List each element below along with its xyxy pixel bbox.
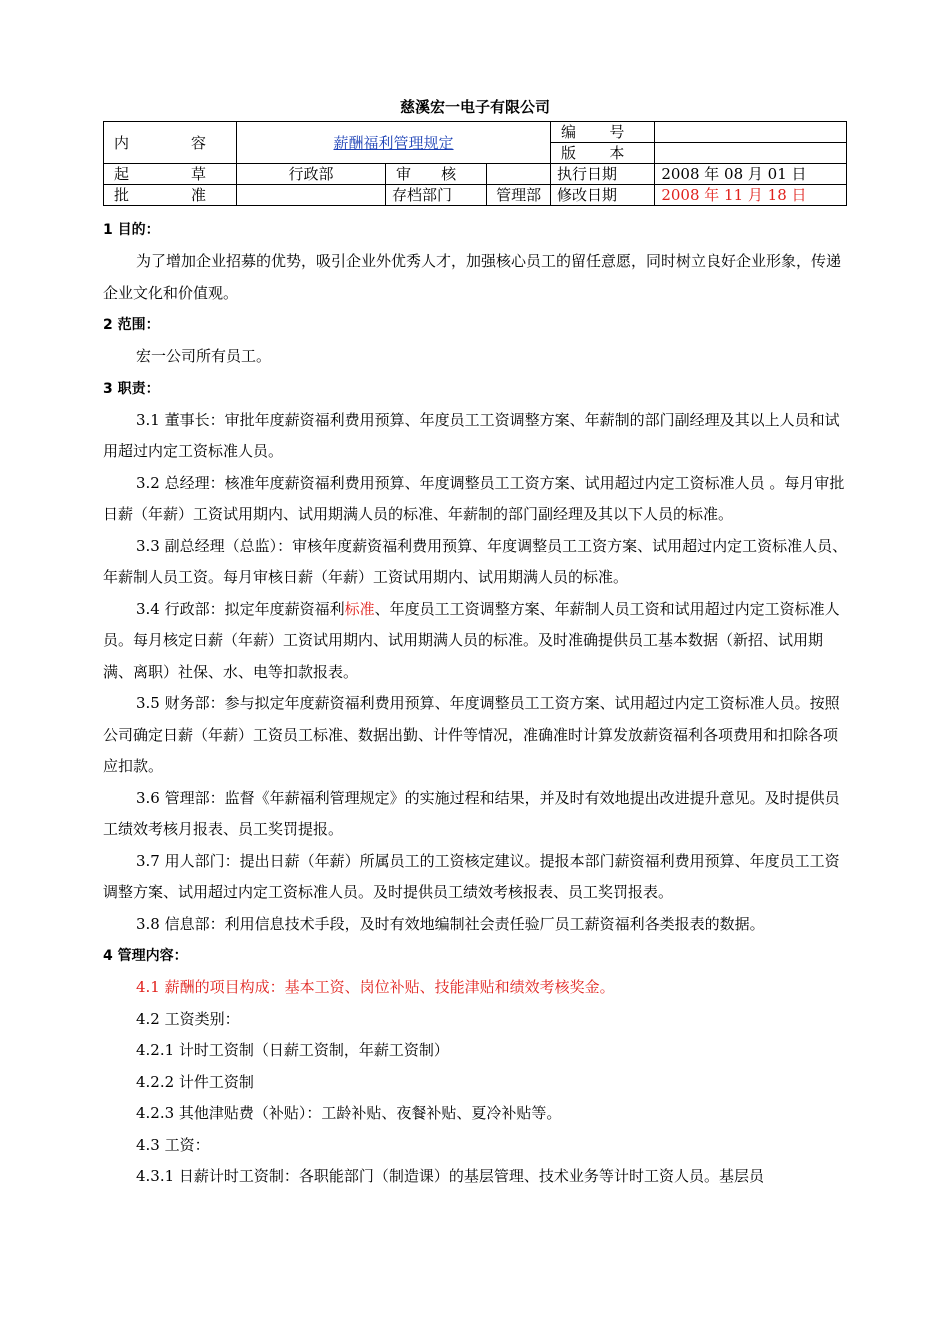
clause-3-4-highlight: 标准 <box>344 599 375 618</box>
number-label: 编 号 <box>551 122 655 143</box>
clause-3-1: 3.1 董事长：审批年度薪资福利费用预算、年度员工工资调整方案、年薪制的部门副经理及其以上人员和试用超过内定工资标准人员。 <box>103 410 840 460</box>
review-value <box>487 164 551 185</box>
document-body <box>103 214 850 1193</box>
modify-date-value: 2008 年 11 月 18 日 <box>655 185 847 206</box>
clause-4-2-2: 4.2.2 计件工资制 <box>136 1072 254 1091</box>
clause-4-2: 4.2 工资类别： <box>136 1009 240 1028</box>
archive-value: 管理部 <box>487 185 551 206</box>
company-title: 慈溪宏一电子有限公司 <box>399 98 550 116</box>
draft-label: 起 草 <box>104 164 237 185</box>
clause-4-3-1: 4.3.1 日薪计时工资制：各职能部门（制造课）的基层管理、技术业务等计时工资人员。基层员 <box>136 1167 764 1185</box>
clause-4-3: 4.3 工资： <box>136 1135 210 1154</box>
clause-4-2-3: 4.2.3 其他津贴费（补贴）：工龄补贴、夜餐补贴、夏冷补贴等。 <box>136 1104 562 1122</box>
clause-4-1: 4.1 薪酬的项目构成：基本工资、岗位补贴、技能津贴和绩效考核奖金。 <box>136 978 615 996</box>
clause-3-4-part-b: 、年度员工工资调整方案、年薪制人员工资和试用超过内定工资标准人员。每月核定日薪（年薪）工资试用期内、试用期满人员的标准。及时准确提供员工基本数据（新招、试用期满、离职）社保、水、电等扣款报表。 <box>103 599 840 681</box>
approve-label: 批 准 <box>104 185 237 206</box>
section-1-text: 为了增加企业招募的优势，吸引企业外优秀人才，加强核心员工的留任意愿，同时树立良好企业形象，传递企业文化和价值观。 <box>103 252 842 302</box>
review-label: 审 核 <box>386 164 487 185</box>
clause-4-2-1: 4.2.1 计时工资制（日薪工资制，年薪工资制） <box>136 1041 449 1059</box>
document-header-table <box>103 121 847 206</box>
approve-value <box>237 185 386 206</box>
number-value <box>655 122 847 143</box>
draft-value: 行政部 <box>237 164 386 185</box>
section-1-title: 1 目的： <box>103 222 160 238</box>
clause-3-5: 3.5 财务部：参与拟定年度薪资福利费用预算、年度调整员工工资方案、试用超过内定工资标准人员。按照公司确定日薪（年薪）工资员工标准、数据出勤、计件等情况，准确准时计算发放薪资福利各项费用和扣除各项应扣款。 <box>103 694 840 775</box>
exec-date-value: 2008 年 08 月 01 日 <box>655 164 847 185</box>
version-value <box>655 143 847 164</box>
content-label: 内 容 <box>104 122 237 164</box>
clause-3-6: 3.6 管理部：监督《年薪福利管理规定》的实施过程和结果，并及时有效地提出改进提升意见。及时提供员工绩效考核月报表、员工奖罚提报。 <box>103 788 840 838</box>
archive-label: 存档部门 <box>386 185 487 206</box>
section-2-text: 宏一公司所有员工。 <box>136 347 272 365</box>
clause-3-4 <box>103 594 850 689</box>
clause-3-7: 3.7 用人部门：提出日薪（年薪）所属员工的工资核定建议。提报本部门薪资福利费用预算、年度员工工资调整方案、试用超过内定工资标准人员。及时提供员工绩效考核报表、员工奖罚报表。 <box>103 851 840 901</box>
clause-3-4-part-a: 3.4 行政部：拟定年度薪资福利 <box>136 599 345 618</box>
section-2-title: 2 范围： <box>103 317 160 333</box>
clause-3-8: 3.8 信息部：利用信息技术手段，及时有效地编制社会责任验厂员工薪资福利各类报表的数据。 <box>136 914 765 933</box>
section-4-title: 4 管理内容： <box>103 948 188 964</box>
clause-3-3: 3.3 副总经理（总监）：审核年度薪资福利费用预算、年度调整员工工资方案、试用超过内定工资标准人员、年薪制人员工资。每月审核日薪（年薪）工资试用期内、试用期满人员的标准。 <box>103 536 848 586</box>
exec-date-label: 执行日期 <box>551 164 655 185</box>
modify-date-label: 修改日期 <box>551 185 655 206</box>
version-label: 版 本 <box>551 143 655 164</box>
clause-3-2: 3.2 总经理：核准年度薪资福利费用预算、年度调整员工工资方案、试用超过内定工资标准人员 。每月审批日薪（年薪）工资试用期内、试用期满人员的标准、年薪制的部门副经理及其以下人员的标准。 <box>103 473 845 523</box>
section-3-title: 3 职责： <box>103 380 160 397</box>
document-title-link[interactable]: 薪酬福利管理规定 <box>333 133 454 152</box>
content-value[interactable] <box>237 122 551 164</box>
